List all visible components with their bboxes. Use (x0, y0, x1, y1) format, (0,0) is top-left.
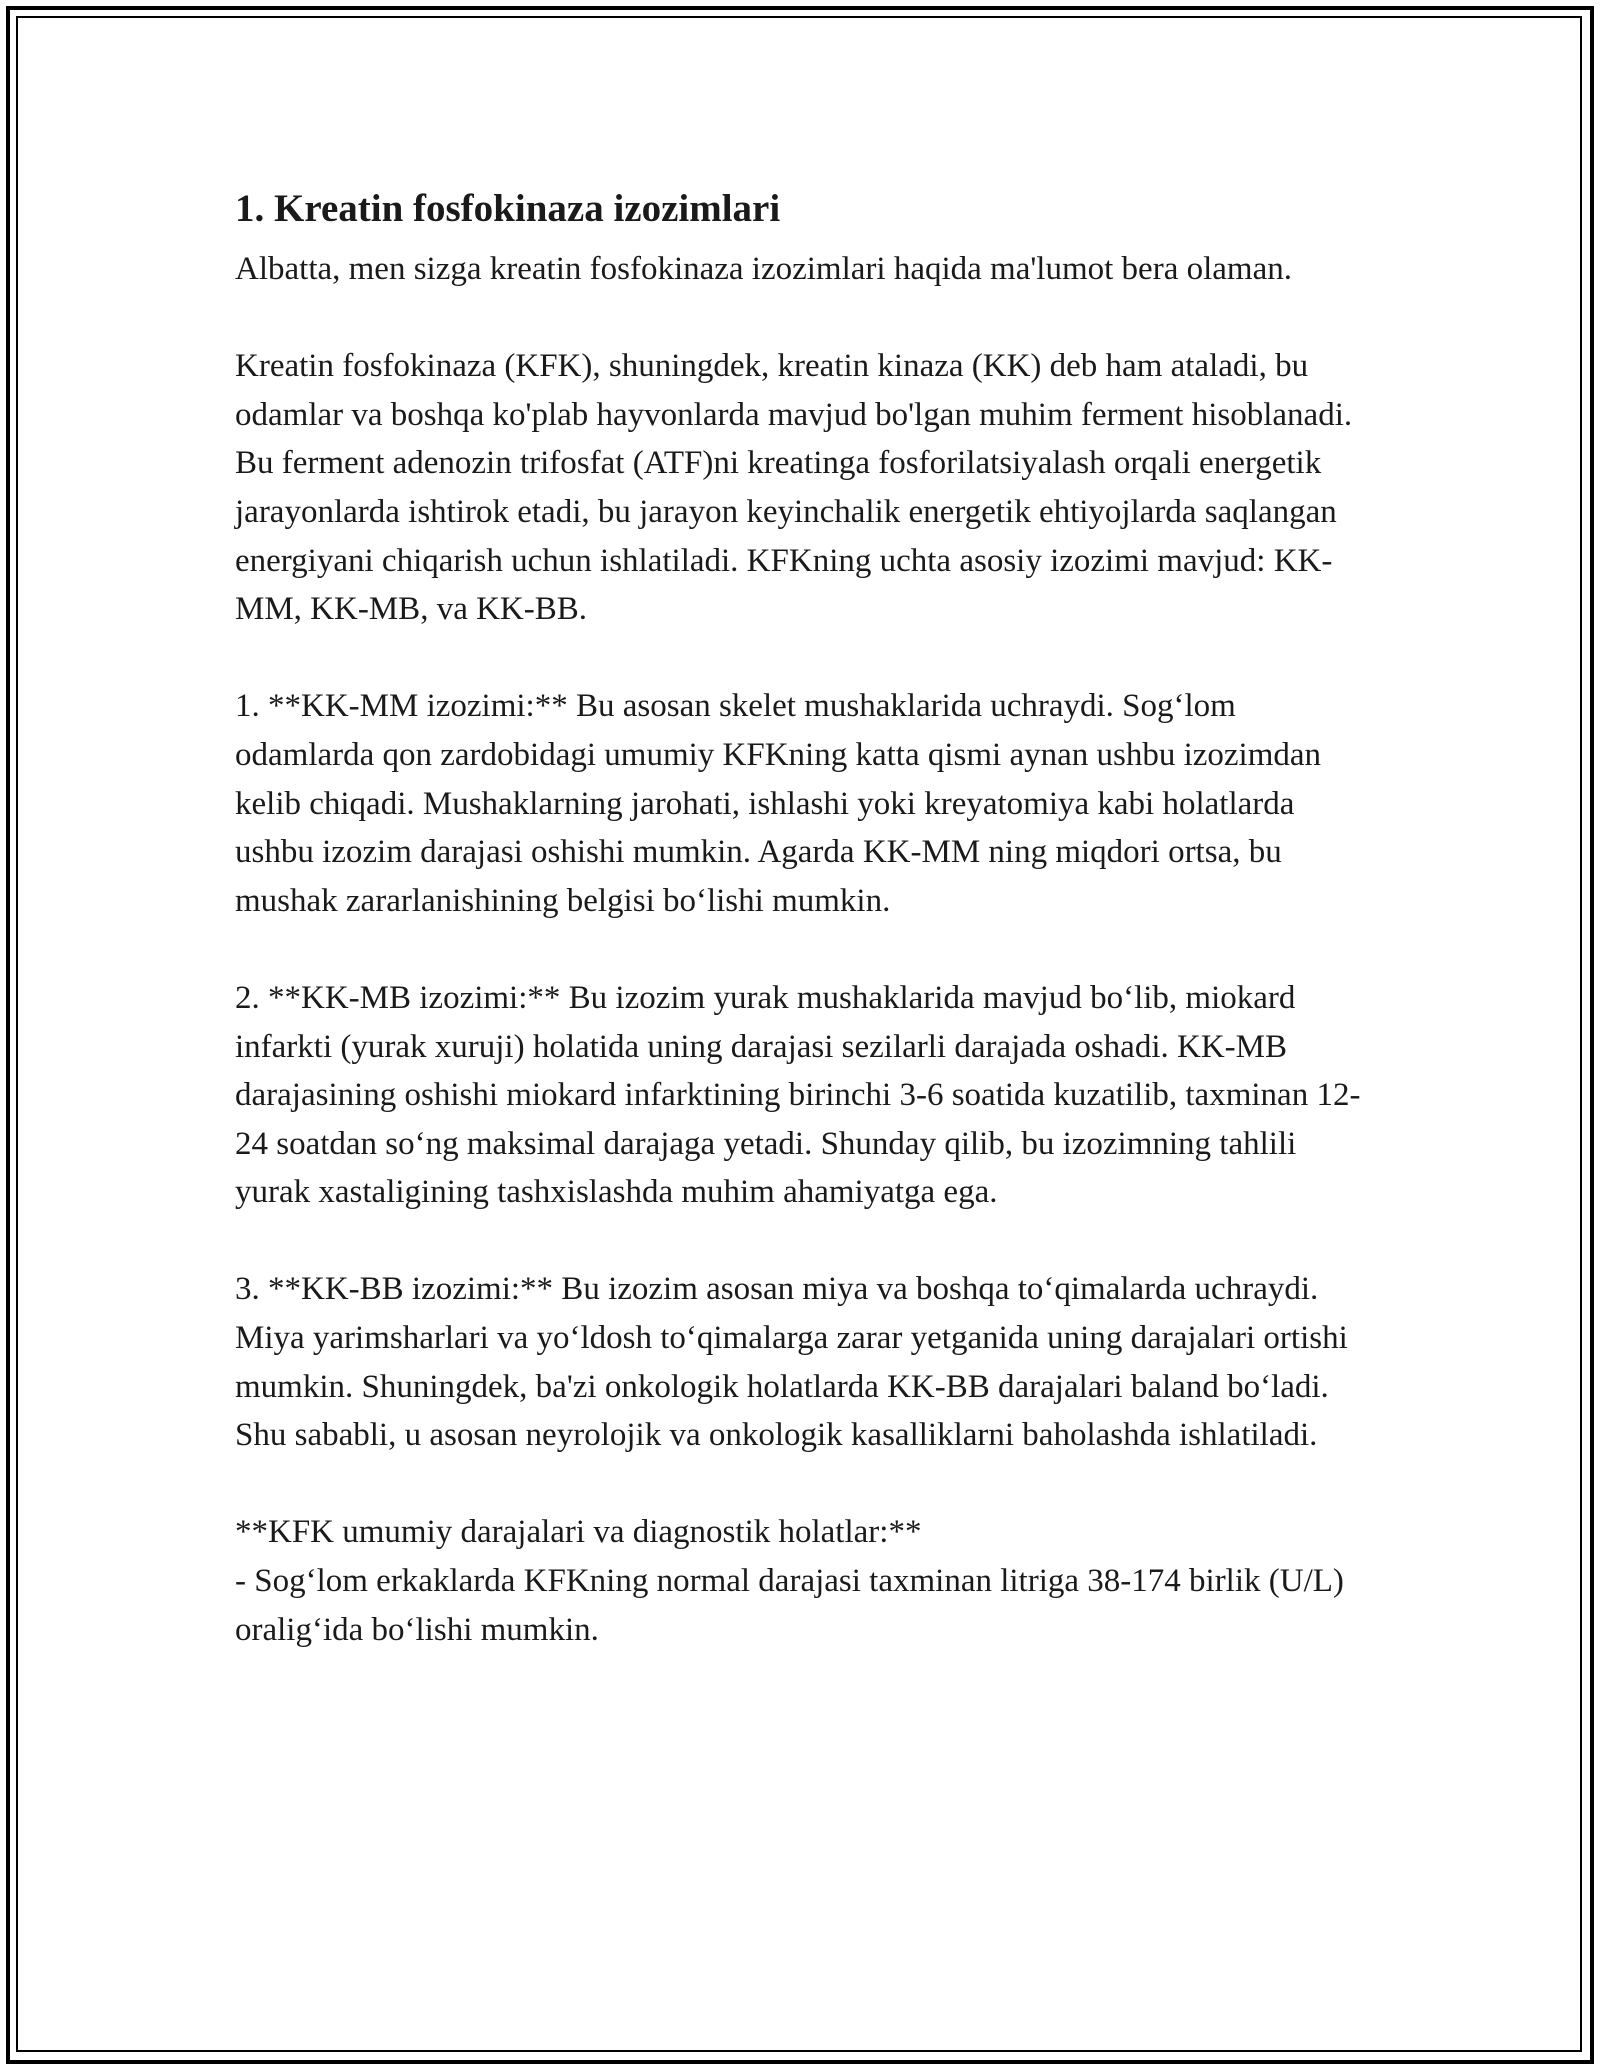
kk-mm-paragraph: 1. **KK-MM izozimi:** Bu asosan skelet mushaklarida uchraydi. Sog‘lom odamlarda qon zardobidagi umumiy KFKning katta qismi aynan ushbu izozimdan kelib chiqadi. Mushaklarning jarohati, ishlashi yoki kreyatomiya kabi holatlarda ushbu izozim darajasi oshishi mumkin. Agarda KK-MM ning miqdori ortsa, bu mushak zararlanishining belgisi bo‘lishi mumkin. (235, 688, 1322, 919)
kk-mb-paragraph: 2. **KK-MB izozimi:** Bu izozim yurak mushaklarida mavjud bo‘lib, miokard infarkti (yurak xuruji) holatida uning darajasi sezilarli darajada oshadi. KK-MB darajasining oshishi miokard infarktining birinchi 3-6 soatida kuzatilib, taxminan 12-24 soatdan so‘ng maksimal darajaga yetadi. Shunday qilib, bu izozimning tahlili yurak xastaligining tashxislashda muhim ahamiyatga ega. (235, 979, 1361, 1211)
kfk-levels-paragraph: **KFK umumiy darajalari va diagnostik holatlar:** - Sog‘lom erkaklarda KFKning normal darajasi taxminan litriga 38-174 birlik (U/L) oralig‘ida bo‘lishi mumkin. (235, 1514, 1344, 1648)
paragraph-gap (235, 634, 1365, 683)
intro-paragraph: Albatta, men sizga kreatin fosfokinaza izozimlari haqida ma'lumot bera olaman. (235, 251, 1292, 287)
document-body (235, 185, 1365, 1654)
document-title: 1. Kreatin fosfokinaza izozimlari (235, 187, 781, 230)
definition-paragraph: Kreatin fosfokinaza (KFK), shuningdek, kreatin kinaza (KK) deb ham ataladi, bu odamlar va boshqa ko'plab hayvonlarda mavjud bo'lgan muhim ferment hisoblanadi. Bu ferment adenozin trifosfat (ATF)ni kreatinga fosforilatsiyalash orqali energetik jarayonlarda ishtirok etadi, bu jarayon keyinchalik energetik ehtiyojlarda saqlangan energiyani chiqarish uchun ishlatiladi. KFKning uchta asosiy izozimi mavjud: KK-MM, KK-MB, va KK-BB. (235, 348, 1353, 628)
paragraph-gap (235, 294, 1365, 343)
paragraph-gap (235, 1460, 1365, 1509)
paragraph-gap (235, 1217, 1365, 1266)
paragraph-gap (235, 925, 1365, 974)
kk-bb-paragraph: 3. **KK-BB izozimi:** Bu izozim asosan miya va boshqa to‘qimalarda uchraydi. Miya yarimsharlari va yo‘ldosh to‘qimalarga zarar yetganida uning darajalari ortishi mumkin. Shuningdek, ba'zi onkologik holatlarda KK-BB darajalari baland bo‘ladi. Shu sababli, u asosan neyrolojik va onkologik kasalliklarni baholashda ishlatiladi. (235, 1271, 1348, 1454)
